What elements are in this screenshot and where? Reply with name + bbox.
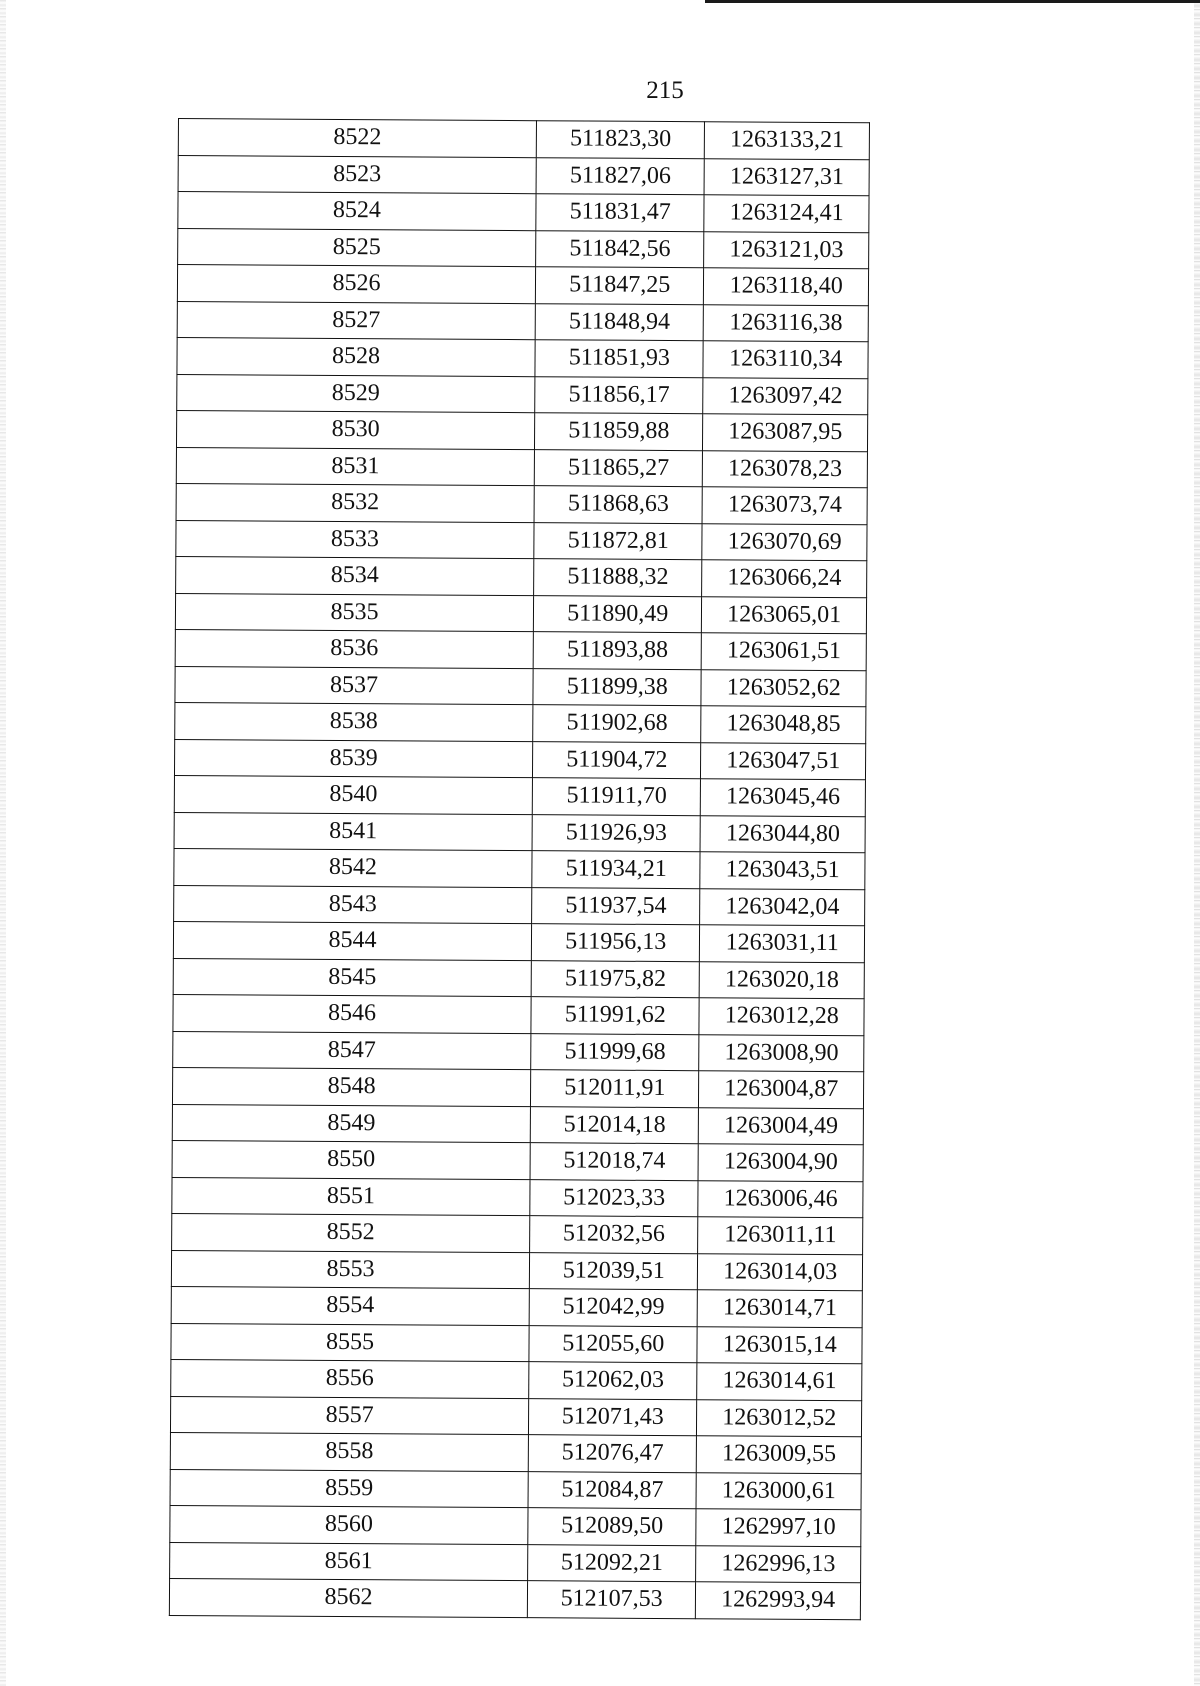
- x-coordinate-cell: 511890,49: [533, 595, 702, 633]
- table-row: [171, 1250, 862, 1291]
- table-row: [172, 1104, 863, 1145]
- table-row: [172, 1177, 863, 1218]
- x-coordinate-cell: 511872,81: [534, 522, 703, 560]
- point-number-cell: 8539: [174, 739, 532, 778]
- table-row: [173, 921, 864, 962]
- table-row: [177, 374, 868, 415]
- table-row: [178, 228, 869, 269]
- y-coordinate-cell: 1263087,95: [703, 414, 868, 452]
- x-coordinate-cell: 511888,32: [534, 559, 703, 597]
- point-number-cell: 8548: [172, 1067, 530, 1106]
- table-row: [176, 556, 867, 597]
- point-number-cell: 8536: [175, 629, 533, 668]
- point-number-cell: 8553: [171, 1250, 529, 1289]
- point-number-cell: 8558: [170, 1432, 528, 1471]
- y-coordinate-cell: 1263000,61: [696, 1472, 861, 1510]
- y-coordinate-cell: 1263118,40: [704, 268, 869, 306]
- table-row: [173, 1031, 864, 1072]
- x-coordinate-cell: 511902,68: [533, 705, 702, 743]
- y-coordinate-cell: 1263052,62: [701, 669, 866, 707]
- point-number-cell: 8551: [172, 1177, 530, 1216]
- x-coordinate-cell: 512076,47: [528, 1435, 697, 1473]
- point-number-cell: 8527: [177, 301, 535, 340]
- x-coordinate-cell: 512055,60: [529, 1325, 698, 1363]
- point-number-cell: 8555: [171, 1323, 529, 1362]
- table-row: [177, 337, 868, 378]
- x-coordinate-cell: 512092,21: [528, 1544, 697, 1582]
- point-number-cell: 8547: [173, 1031, 531, 1070]
- table-row: [171, 1286, 862, 1327]
- point-number-cell: 8557: [170, 1396, 528, 1435]
- x-coordinate-cell: 511956,13: [531, 924, 700, 962]
- table-row: [170, 1542, 861, 1583]
- scan-edge-right: [1194, 0, 1200, 1686]
- point-number-cell: 8530: [176, 410, 534, 449]
- top-rule: [705, 0, 1200, 3]
- x-coordinate-cell: 511856,17: [535, 376, 704, 414]
- y-coordinate-cell: 1263133,21: [705, 122, 870, 160]
- point-number-cell: 8540: [174, 775, 532, 814]
- y-coordinate-cell: 1263014,03: [698, 1253, 863, 1291]
- table-row: [175, 629, 866, 670]
- y-coordinate-cell: 1263012,52: [697, 1399, 862, 1437]
- x-coordinate-cell: 511831,47: [536, 194, 705, 232]
- x-coordinate-cell: 511851,93: [535, 340, 704, 378]
- coordinates-table-body: [169, 119, 869, 1620]
- y-coordinate-cell: 1263045,46: [701, 779, 866, 817]
- point-number-cell: 8549: [172, 1104, 530, 1143]
- y-coordinate-cell: 1263127,31: [704, 158, 869, 196]
- y-coordinate-cell: 1263020,18: [700, 961, 865, 999]
- x-coordinate-cell: 512018,74: [530, 1143, 699, 1181]
- x-coordinate-cell: 511937,54: [532, 887, 701, 925]
- y-coordinate-cell: 1263066,24: [702, 560, 867, 598]
- y-coordinate-cell: 1263070,69: [702, 523, 867, 561]
- x-coordinate-cell: 512062,03: [529, 1362, 698, 1400]
- point-number-cell: 8531: [176, 447, 534, 486]
- x-coordinate-cell: 511991,62: [531, 997, 700, 1035]
- y-coordinate-cell: 1263047,51: [701, 742, 866, 780]
- point-number-cell: 8538: [175, 702, 533, 741]
- x-coordinate-cell: 512089,50: [528, 1508, 697, 1546]
- table-row: [172, 1140, 863, 1181]
- y-coordinate-cell: 1263043,51: [700, 852, 865, 890]
- y-coordinate-cell: 1263006,46: [698, 1180, 863, 1218]
- table-row: [174, 885, 865, 926]
- table-row: [176, 520, 867, 561]
- point-number-cell: 8541: [174, 812, 532, 851]
- x-coordinate-cell: 511868,63: [534, 486, 703, 524]
- y-coordinate-cell: 1263009,55: [697, 1436, 862, 1474]
- table-row: [174, 812, 865, 853]
- x-coordinate-cell: 511823,30: [536, 121, 705, 159]
- x-coordinate-cell: 512014,18: [530, 1106, 699, 1144]
- x-coordinate-cell: 511975,82: [531, 960, 700, 998]
- y-coordinate-cell: 1263110,34: [703, 341, 868, 379]
- table-row: [170, 1396, 861, 1437]
- table-row: [174, 739, 865, 780]
- x-coordinate-cell: 511904,72: [533, 741, 702, 779]
- point-number-cell: 8562: [169, 1578, 527, 1617]
- point-number-cell: 8542: [174, 848, 532, 887]
- point-number-cell: 8525: [178, 228, 536, 267]
- point-number-cell: 8532: [176, 483, 534, 522]
- y-coordinate-cell: 1263044,80: [700, 815, 865, 853]
- x-coordinate-cell: 511911,70: [532, 778, 701, 816]
- y-coordinate-cell: 1263078,23: [703, 450, 868, 488]
- y-coordinate-cell: 1263031,11: [700, 925, 865, 963]
- y-coordinate-cell: 1263004,90: [698, 1144, 863, 1182]
- x-coordinate-cell: 511827,06: [536, 157, 705, 195]
- x-coordinate-cell: 512084,87: [528, 1471, 697, 1509]
- table-row: [170, 1432, 861, 1473]
- table-row: [173, 994, 864, 1035]
- y-coordinate-cell: 1263061,51: [702, 633, 867, 671]
- x-coordinate-cell: 511899,38: [533, 668, 702, 706]
- table-row: [177, 265, 868, 306]
- y-coordinate-cell: 1263048,85: [701, 706, 866, 744]
- point-number-cell: 8559: [170, 1469, 528, 1508]
- point-number-cell: 8522: [178, 119, 536, 158]
- table-row: [174, 775, 865, 816]
- x-coordinate-cell: 512032,56: [530, 1216, 699, 1254]
- point-number-cell: 8543: [174, 885, 532, 924]
- y-coordinate-cell: 1263004,49: [699, 1107, 864, 1145]
- x-coordinate-cell: 512042,99: [529, 1289, 698, 1327]
- x-coordinate-cell: 511865,27: [534, 449, 703, 487]
- table-row: [177, 301, 868, 342]
- y-coordinate-cell: 1263116,38: [704, 304, 869, 342]
- table-row: [174, 848, 865, 889]
- point-number-cell: 8550: [172, 1140, 530, 1179]
- table-row: [176, 447, 867, 488]
- y-coordinate-cell: 1263124,41: [704, 195, 869, 233]
- y-coordinate-cell: 1262996,13: [696, 1545, 861, 1583]
- point-number-cell: 8529: [177, 374, 535, 413]
- y-coordinate-cell: 1263012,28: [699, 998, 864, 1036]
- table-row: [178, 155, 869, 196]
- y-coordinate-cell: 1263004,87: [699, 1071, 864, 1109]
- table-row: [176, 410, 867, 451]
- table-row: [170, 1505, 861, 1546]
- x-coordinate-cell: 511926,93: [532, 814, 701, 852]
- table-row: [172, 1213, 863, 1254]
- x-coordinate-cell: 511893,88: [533, 632, 702, 670]
- point-number-cell: 8546: [173, 994, 531, 1033]
- x-coordinate-cell: 511934,21: [532, 851, 701, 889]
- point-number-cell: 8528: [177, 337, 535, 376]
- coordinates-table: [169, 118, 870, 1620]
- table-row: [172, 1067, 863, 1108]
- point-number-cell: 8560: [170, 1505, 528, 1544]
- table-row: [178, 192, 869, 233]
- table-row: [178, 119, 869, 160]
- table-row: [175, 702, 866, 743]
- x-coordinate-cell: 512023,33: [530, 1179, 699, 1217]
- x-coordinate-cell: 511859,88: [535, 413, 704, 451]
- table-row: [173, 958, 864, 999]
- y-coordinate-cell: 1263011,11: [698, 1217, 863, 1255]
- table-row: [169, 1578, 860, 1619]
- table-row: [170, 1469, 861, 1510]
- point-number-cell: 8561: [170, 1542, 528, 1581]
- scan-edge-left: [0, 0, 6, 1686]
- y-coordinate-cell: 1263015,14: [697, 1326, 862, 1364]
- y-coordinate-cell: 1263042,04: [700, 888, 865, 926]
- table-row: [171, 1359, 862, 1400]
- point-number-cell: 8526: [177, 265, 535, 304]
- x-coordinate-cell: 511842,56: [536, 230, 705, 268]
- point-number-cell: 8534: [176, 556, 534, 595]
- point-number-cell: 8556: [171, 1359, 529, 1398]
- y-coordinate-cell: 1262993,94: [696, 1582, 861, 1620]
- point-number-cell: 8523: [178, 155, 536, 194]
- point-number-cell: 8545: [173, 958, 531, 997]
- y-coordinate-cell: 1263014,61: [697, 1363, 862, 1401]
- table-row: [175, 593, 866, 634]
- x-coordinate-cell: 512107,53: [527, 1581, 696, 1619]
- x-coordinate-cell: 511847,25: [535, 267, 704, 305]
- point-number-cell: 8533: [176, 520, 534, 559]
- x-coordinate-cell: 512039,51: [529, 1252, 698, 1290]
- page-number: 215: [646, 77, 684, 104]
- point-number-cell: 8535: [175, 593, 533, 632]
- table-row: [176, 483, 867, 524]
- x-coordinate-cell: 511848,94: [535, 303, 704, 341]
- y-coordinate-cell: 1263073,74: [702, 487, 867, 525]
- y-coordinate-cell: 1263014,71: [698, 1290, 863, 1328]
- y-coordinate-cell: 1263121,03: [704, 231, 869, 269]
- point-number-cell: 8537: [175, 666, 533, 705]
- point-number-cell: 8552: [172, 1213, 530, 1252]
- point-number-cell: 8554: [171, 1286, 529, 1325]
- x-coordinate-cell: 511999,68: [531, 1033, 700, 1071]
- x-coordinate-cell: 512071,43: [529, 1398, 698, 1436]
- point-number-cell: 8524: [178, 192, 536, 231]
- y-coordinate-cell: 1262997,10: [696, 1509, 861, 1547]
- table-row: [175, 666, 866, 707]
- x-coordinate-cell: 512011,91: [531, 1070, 700, 1108]
- y-coordinate-cell: 1263065,01: [702, 596, 867, 634]
- point-number-cell: 8544: [173, 921, 531, 960]
- table-row: [171, 1323, 862, 1364]
- y-coordinate-cell: 1263008,90: [699, 1034, 864, 1072]
- y-coordinate-cell: 1263097,42: [703, 377, 868, 415]
